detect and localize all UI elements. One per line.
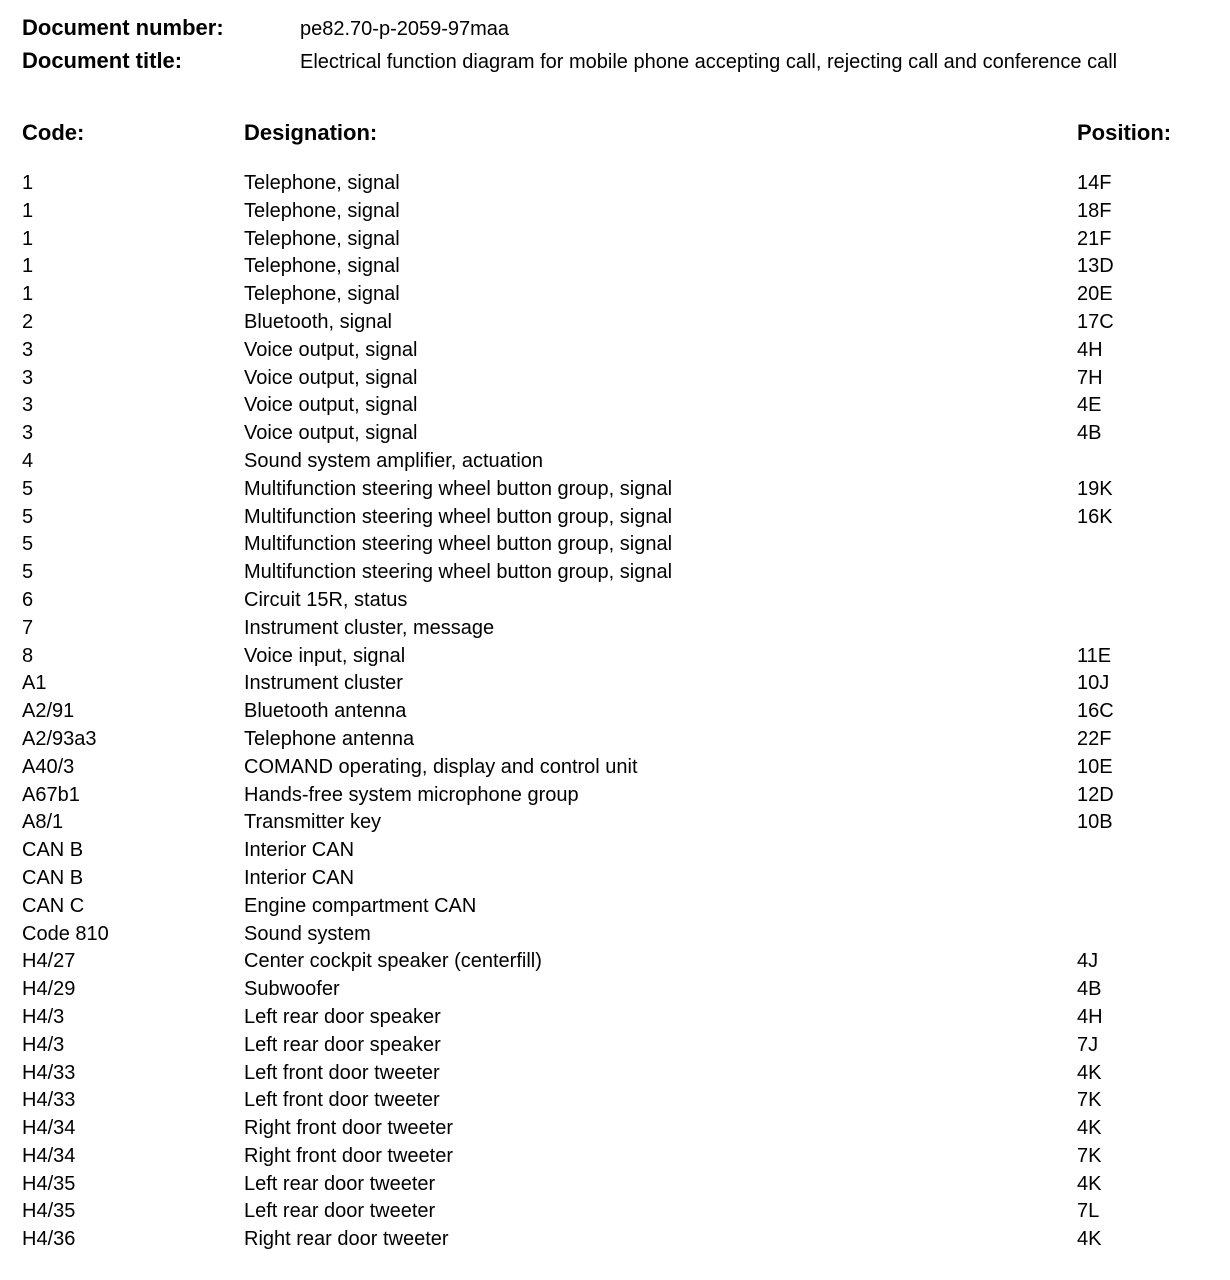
row-designation: Right rear door tweeter [244, 1228, 449, 1251]
table-row [0, 253, 1230, 281]
table-row [0, 1226, 1230, 1254]
table-row [0, 1198, 1230, 1226]
component-table [0, 170, 1230, 1254]
column-header-designation: Designation: [244, 120, 378, 145]
row-position: 4K [1077, 1061, 1102, 1084]
row-position: 20E [1077, 283, 1113, 306]
document-number-row [22, 14, 1222, 42]
table-row [0, 559, 1230, 587]
column-header-code: Code: [22, 120, 85, 145]
row-code: 1 [22, 199, 34, 222]
row-position: 4B [1077, 422, 1102, 445]
row-position: 7J [1077, 1033, 1099, 1056]
document-number-label: Document number: [22, 15, 224, 40]
table-row [0, 643, 1230, 671]
row-position: 10E [1077, 755, 1113, 778]
row-designation: Voice input, signal [244, 644, 406, 667]
table-row [0, 670, 1230, 698]
row-position: 11E [1077, 644, 1112, 667]
table-row [0, 309, 1230, 337]
row-code: 1 [22, 227, 34, 250]
row-code: 5 [22, 505, 34, 528]
row-designation: Instrument cluster, message [244, 616, 495, 639]
row-code: A8/1 [22, 811, 64, 834]
row-position: 4K [1077, 1228, 1102, 1251]
table-row [0, 1143, 1230, 1171]
row-code: H4/27 [22, 950, 76, 973]
row-code: A1 [22, 672, 47, 695]
row-designation: Interior CAN [244, 839, 355, 862]
row-code: Code 810 [22, 922, 109, 945]
row-position: 4E [1077, 394, 1102, 417]
row-position: 14F [1077, 172, 1112, 194]
table-row [0, 1032, 1230, 1060]
row-code: 8 [22, 644, 34, 667]
row-code: H4/34 [22, 1117, 76, 1140]
row-code: CAN B [22, 866, 84, 889]
row-designation: Telephone, signal [244, 199, 400, 222]
row-designation: Bluetooth, signal [244, 310, 392, 333]
document-number-value: pe82.70-p-2059-97maa [300, 18, 510, 40]
row-designation: Engine compartment CAN [244, 894, 477, 917]
row-code: 3 [22, 338, 34, 361]
table-row [0, 921, 1230, 949]
row-position: 10B [1077, 811, 1113, 834]
row-position: 16K [1077, 505, 1113, 528]
row-code: 2 [22, 310, 34, 333]
row-position: 7H [1077, 366, 1103, 389]
row-designation: Voice output, signal [244, 394, 418, 417]
row-position: 16C [1077, 700, 1114, 723]
row-designation: Hands-free system microphone group [244, 783, 579, 806]
row-code: 7 [22, 616, 34, 639]
row-code: H4/33 [22, 1061, 76, 1084]
table-row [0, 615, 1230, 643]
row-position: 22F [1077, 727, 1112, 750]
row-position: 4H [1077, 1005, 1103, 1028]
table-row [0, 809, 1230, 837]
row-designation: Left rear door tweeter [244, 1172, 436, 1195]
row-designation: Telephone, signal [244, 227, 400, 250]
table-row [0, 420, 1230, 448]
row-designation: Subwoofer [244, 978, 340, 1001]
row-position: 4K [1077, 1117, 1102, 1140]
table-row [0, 976, 1230, 1004]
row-position: 13D [1077, 255, 1114, 278]
row-position: 10J [1077, 672, 1110, 695]
row-designation: Interior CAN [244, 866, 355, 889]
row-code: A2/93a3 [22, 727, 97, 750]
row-designation: Circuit 15R, status [244, 588, 408, 611]
row-designation: Telephone, signal [244, 255, 400, 278]
row-designation: Voice output, signal [244, 422, 418, 445]
document-title-row [22, 47, 1222, 75]
table-row [0, 754, 1230, 782]
row-code: H4/29 [22, 978, 76, 1001]
row-code: H4/36 [22, 1228, 76, 1251]
table-row [0, 893, 1230, 921]
table-row [0, 782, 1230, 810]
row-designation: Sound system [244, 922, 371, 945]
table-row [0, 698, 1230, 726]
row-designation: COMAND operating, display and control unit [244, 755, 638, 778]
row-designation: Telephone, signal [244, 283, 400, 306]
row-position: 21F [1077, 227, 1112, 250]
row-code: CAN C [22, 894, 85, 917]
row-code: 5 [22, 533, 34, 556]
table-row [0, 1115, 1230, 1143]
row-designation: Telephone, signal [244, 172, 400, 194]
row-designation: Left rear door tweeter [244, 1200, 436, 1223]
table-row [0, 504, 1230, 532]
table-row [0, 1060, 1230, 1088]
row-position: 18F [1077, 199, 1112, 222]
row-designation: Sound system amplifier, actuation [244, 449, 544, 472]
row-designation: Right front door tweeter [244, 1117, 453, 1140]
table-row [0, 365, 1230, 393]
row-designation: Multifunction steering wheel button group, signal [244, 561, 673, 584]
row-code: 3 [22, 366, 34, 389]
table-row [0, 948, 1230, 976]
row-code: 5 [22, 561, 34, 584]
row-position: 4K [1077, 1172, 1102, 1195]
table-row [0, 837, 1230, 865]
row-designation: Multifunction steering wheel button group, signal [244, 477, 673, 500]
column-header-position: Position: [1077, 120, 1172, 145]
table-row [0, 1171, 1230, 1199]
row-code: H4/34 [22, 1144, 76, 1167]
row-designation: Voice output, signal [244, 366, 418, 389]
row-position: 12D [1077, 783, 1114, 806]
table-row [0, 448, 1230, 476]
row-designation: Left rear door speaker [244, 1005, 441, 1028]
document-title-label: Document title: [22, 48, 183, 73]
row-code: H4/35 [22, 1172, 76, 1195]
row-code: CAN B [22, 839, 84, 862]
row-designation: Left front door tweeter [244, 1061, 440, 1084]
row-position: 4B [1077, 978, 1102, 1001]
row-designation: Voice output, signal [244, 338, 418, 361]
table-row [0, 198, 1230, 226]
row-code: 6 [22, 588, 34, 611]
row-designation: Bluetooth antenna [244, 700, 407, 723]
row-position: 19K [1077, 477, 1113, 500]
row-designation: Left front door tweeter [244, 1089, 440, 1112]
row-code: H4/33 [22, 1089, 76, 1112]
row-designation: Center cockpit speaker (centerfill) [244, 950, 542, 973]
row-code: A2/91 [22, 700, 75, 723]
row-code: 4 [22, 449, 34, 472]
table-row [0, 865, 1230, 893]
row-code: 1 [22, 283, 34, 306]
table-row [0, 337, 1230, 365]
table-row [0, 170, 1230, 198]
row-position: 7K [1077, 1089, 1102, 1112]
table-row [0, 587, 1230, 615]
row-designation: Left rear door speaker [244, 1033, 441, 1056]
row-code: 1 [22, 255, 34, 278]
row-position: 4H [1077, 338, 1103, 361]
row-code: 3 [22, 394, 34, 417]
row-code: A67b1 [22, 783, 80, 806]
row-code: H4/3 [22, 1005, 65, 1028]
table-row [0, 226, 1230, 254]
table-row [0, 476, 1230, 504]
table-row [0, 726, 1230, 754]
table-row [0, 281, 1230, 309]
row-code: 1 [22, 172, 34, 194]
row-code: H4/35 [22, 1200, 76, 1223]
row-position: 7L [1077, 1200, 1100, 1223]
row-designation: Telephone antenna [244, 727, 415, 750]
row-code: 5 [22, 477, 34, 500]
row-designation: Transmitter key [244, 811, 382, 834]
row-position: 4J [1077, 950, 1099, 973]
row-designation: Instrument cluster [244, 672, 403, 695]
table-row [0, 531, 1230, 559]
table-row [0, 392, 1230, 420]
row-position: 7K [1077, 1144, 1102, 1167]
row-designation: Multifunction steering wheel button group, signal [244, 505, 673, 528]
row-designation: Multifunction steering wheel button group, signal [244, 533, 673, 556]
row-code: 3 [22, 422, 34, 445]
row-position: 17C [1077, 310, 1114, 333]
document-title-value: Electrical function diagram for mobile phone accepting call, rejecting call and conference call [300, 51, 1118, 73]
row-code: A40/3 [22, 755, 75, 778]
table-row [0, 1087, 1230, 1115]
table-row [0, 1004, 1230, 1032]
row-designation: Right front door tweeter [244, 1144, 453, 1167]
row-code: H4/3 [22, 1033, 65, 1056]
